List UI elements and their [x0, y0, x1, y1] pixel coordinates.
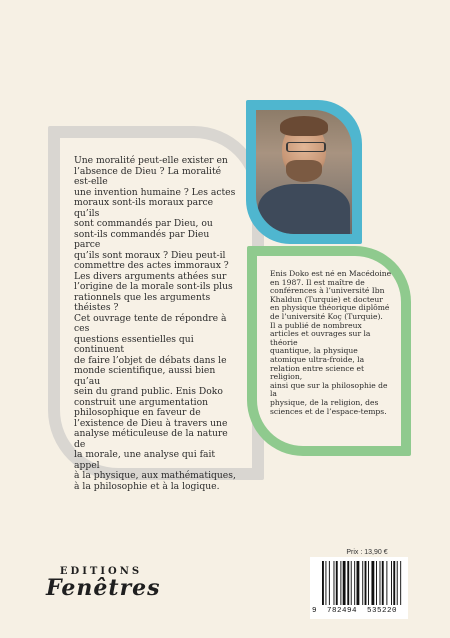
author-photo-frame — [246, 100, 362, 244]
barcode-box — [310, 557, 408, 619]
isbn-number: 9 782494 535220 — [312, 607, 398, 615]
author-beard — [286, 160, 322, 182]
author-bio-text: Enis Doko est né en Macédoine en 1987. Il est maître de conférences à l’université Ibn Khaldun (Turquie) et docteur en physique théorique diplômé de l’université Koç (Turquie). Il a publié de nombreux articles et ouvrages sur la théorie quantique, la physique atomique ultra-froide, la relation entre science et religion, ainsi que sur la philosophie de la physique, de la religion, des sciences et de l’espace-temps. — [270, 269, 392, 416]
author-glasses — [286, 142, 326, 152]
author-body — [258, 184, 350, 234]
author-photo — [256, 110, 352, 234]
publisher-logo-main: Fenêtres — [46, 575, 161, 601]
barcode-icon — [322, 561, 402, 605]
author-hair — [280, 116, 328, 136]
synopsis-text: Une moralité peut-elle exister en l’absence de Dieu ? La moralité est-elle une invention humaine ? Les actes moraux sont-ils moraux parce qu’ils sont commandés par Dieu, ou sont-ils commandés par Dieu parce qu’ils sont moraux ? Dieu peut-il commettre des actes immoraux ? Les divers arguments athées sur l’origine de la morale sont-ils plus rationnels que les arguments théistes ? Cet ouvrage tente de répondre à ces questions essentielles qui continuent de faire l’objet de débats dans le monde scientifique, aussi bien qu’au sein du grand public. Enis Doko construit une argumentation philosophique en faveur de l’existence de Dieu à travers une analyse méticuleuse de la nature de la morale, une analyse qui fait appel à la physique, aux mathématiques, à la philosophie et à la logique. — [74, 155, 236, 492]
publisher-logo-top: EDITIONS — [59, 566, 143, 577]
price-label: Prix : 13,90 € — [346, 549, 388, 556]
publisher-logo — [46, 566, 161, 601]
